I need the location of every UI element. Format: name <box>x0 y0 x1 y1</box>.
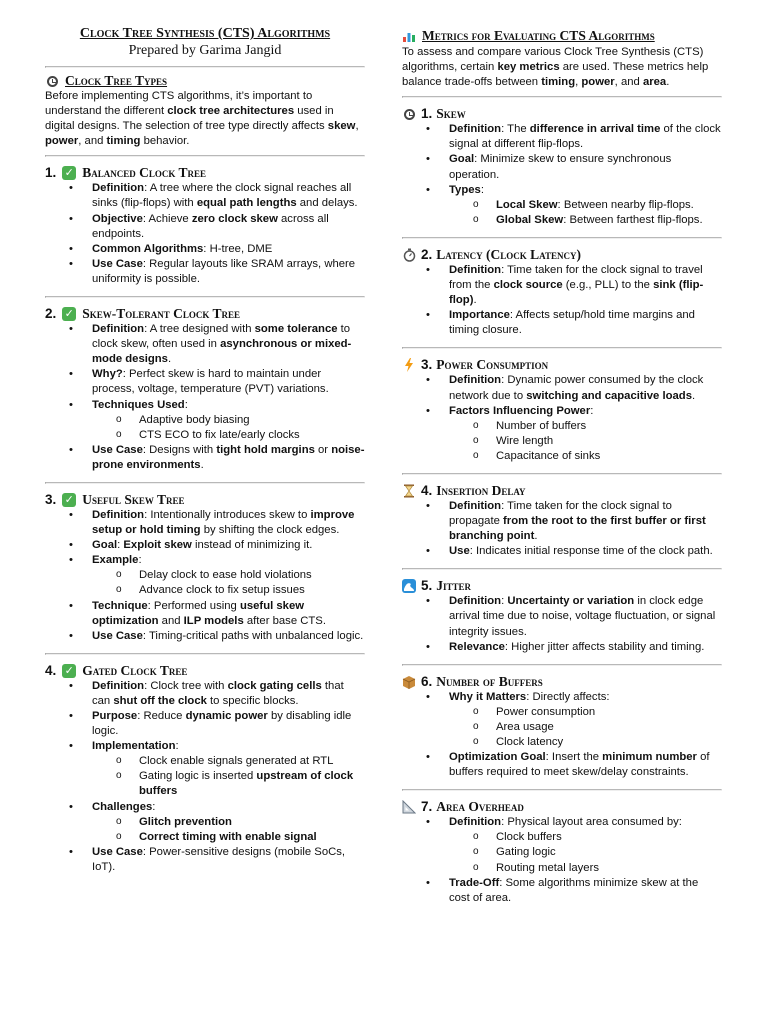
list-item: • Definition: Time taken for the clock signal to propagate from the root to the first buffer or first branching point. <box>402 499 722 544</box>
list-item: • Definition: A tree where the clock signal reaches all sinks (flip-flops) with equal path lengths and delays. <box>45 181 365 211</box>
list-item: • Optimization Goal: Insert the minimum number of buffers required to meet skew/delay constraints. <box>402 750 722 780</box>
section-number: 3. <box>45 491 57 507</box>
stopwatch-icon <box>402 248 416 262</box>
section-title: Insertion Delay <box>436 482 526 498</box>
metric-heading <box>402 483 722 499</box>
list-item: • Goal: Exploit skew instead of minimizing it. <box>45 538 365 553</box>
list-item: • Use Case: Regular layouts like SRAM arrays, where uniformity is possible. <box>45 257 365 287</box>
sub-list-item: o Adaptive body biasing <box>92 413 365 428</box>
sub-list-item: o Gating logic <box>449 845 722 860</box>
list-item: • Definition: Physical layout area consumed by: o Clock buffers o Gating logic o Routing metal layers <box>402 815 722 875</box>
left-column <box>45 25 365 875</box>
sub-list <box>449 198 722 228</box>
section-title: Latency (Clock Latency) <box>436 246 581 262</box>
clock-tree-types-heading: Clock Tree Types <box>45 73 365 89</box>
sub-list-item: o Advance clock to fix setup issues <box>92 583 365 598</box>
intro-paragraph: Before implementing CTS algorithms, it’s important to understand the different clock tree architectures used in digital designs. The selection of tree type directly affects skew, power, and timing behavior. <box>45 90 359 148</box>
wave-icon <box>402 579 416 593</box>
section-number: 1. <box>421 106 433 122</box>
clock-icon <box>402 107 416 121</box>
divider <box>402 96 722 98</box>
section-number: 5. <box>421 578 433 594</box>
list-item: • Why?: Perfect skew is hard to maintain under process, voltage, temperature (PVT) variations. <box>45 367 365 397</box>
divider <box>45 155 365 157</box>
tree-type-heading <box>45 492 365 508</box>
sub-list-item: o Capacitance of sinks <box>449 449 722 464</box>
section-title: Skew <box>436 106 466 122</box>
section-title: Gated Clock Tree <box>82 662 188 678</box>
bullet-list <box>402 594 722 654</box>
section-title: Skew-Tolerant Clock Tree <box>82 306 241 322</box>
author-byline: Prepared by Garima Jangid <box>128 43 282 58</box>
lightning-icon <box>402 358 416 372</box>
metrics-intro-paragraph: To assess and compare various Clock Tree Synthesis (CTS) algorithms, certain key metrics are used. These metrics help balance trade-offs between timing, power, and area. <box>402 46 709 89</box>
triangle-ruler-icon <box>402 800 416 814</box>
sub-list-item: o Number of buffers <box>449 419 722 434</box>
check-icon: ✓ <box>62 664 76 678</box>
sub-list <box>92 413 365 443</box>
divider <box>402 568 722 570</box>
list-item: • Goal: Minimize skew to ensure synchronous operation. <box>402 152 722 182</box>
bullet-list <box>45 181 365 287</box>
list-item: • Definition: Intentionally introduces skew to improve setup or hold timing by shifting the clock edges. <box>45 508 365 538</box>
list-item: • Common Algorithms: H-tree, DME <box>45 242 365 257</box>
list-item: • Factors Influencing Power: o Number of buffers o Wire length o Capacitance of sinks <box>402 404 722 464</box>
section-number: 4. <box>45 662 57 678</box>
sub-list-item: o Global Skew: Between farthest flip-flops. <box>449 213 722 228</box>
divider <box>402 347 722 349</box>
list-item: • Technique: Performed using useful skew optimization and ILP models after base CTS. <box>45 599 365 629</box>
sub-list-item: o Routing metal layers <box>449 861 722 876</box>
list-item: • Objective: Achieve zero clock skew across all endpoints. <box>45 212 365 242</box>
list-item: • Use Case: Designs with tight hold margins or noise-prone environments. <box>45 443 365 473</box>
section-title: Number of Buffers <box>436 673 543 689</box>
metric-heading <box>402 357 722 373</box>
divider <box>402 237 722 239</box>
sub-list <box>92 815 365 845</box>
bullet-list <box>402 122 722 228</box>
section-number: 7. <box>421 799 433 815</box>
clock-icon <box>45 74 59 88</box>
list-item: • Definition: Time taken for the clock signal to travel from the clock source (e.g., PLL) to the sink (flip-flop). <box>402 263 722 308</box>
list-item: • Importance: Affects setup/hold time margins and timing closure. <box>402 308 722 338</box>
sub-list-item: o Delay clock to ease hold violations <box>92 568 365 583</box>
list-item: • Definition: Dynamic power consumed by the clock network due to switching and capacitive loads. <box>402 373 722 403</box>
section-number: 4. <box>421 482 433 498</box>
bullet-list <box>45 322 365 473</box>
section-title: Power Consumption <box>436 357 549 373</box>
sub-list <box>92 754 365 799</box>
sub-list-item: o Clock latency <box>449 735 722 750</box>
metric-heading <box>402 674 722 690</box>
sub-list-item: o Correct timing with enable signal <box>92 830 365 845</box>
metric-heading <box>402 106 722 122</box>
list-item: • Definition: Uncertainty or variation in clock edge arrival time due to noise, voltage fluctuation, or signal integrity issues. <box>402 594 722 639</box>
list-item: • Relevance: Higher jitter affects stability and timing. <box>402 640 722 655</box>
list-item: • Trade-Off: Some algorithms minimize skew at the cost of area. <box>402 876 722 906</box>
list-item: • Types: o Local Skew: Between nearby flip-flops. o Global Skew: Between farthest flip-flops. <box>402 183 722 228</box>
metric-sections <box>402 96 722 906</box>
sub-list <box>449 419 722 464</box>
sub-list-item: o CTS ECO to fix late/early clocks <box>92 428 365 443</box>
list-item: • Purpose: Reduce dynamic power by disabling idle logic. <box>45 709 365 739</box>
tree-type-sections <box>45 155 365 875</box>
divider <box>45 653 365 655</box>
metric-heading <box>402 247 722 263</box>
divider <box>402 473 722 475</box>
check-icon: ✓ <box>62 493 76 507</box>
bullet-list <box>402 373 722 464</box>
tree-type-heading <box>45 165 365 181</box>
sub-list-item: o Clock buffers <box>449 830 722 845</box>
sub-list-item: o Clock enable signals generated at RTL <box>92 754 365 769</box>
sub-list-item: o Power consumption <box>449 705 722 720</box>
section-number: 6. <box>421 673 433 689</box>
tree-type-heading <box>45 306 365 322</box>
section-number: 1. <box>45 165 57 181</box>
section-title: Area Overhead <box>436 799 524 815</box>
list-item: • Techniques Used: o Adaptive body biasing o CTS ECO to fix late/early clocks <box>45 398 365 443</box>
sub-list <box>92 568 365 598</box>
metric-heading <box>402 799 722 815</box>
list-item: • Why it Matters: Directly affects: o Power consumption o Area usage o Clock latency <box>402 690 722 750</box>
list-item: • Definition: The difference in arrival time of the clock signal at different flip-flops. <box>402 122 722 152</box>
bullet-list <box>402 815 722 906</box>
sub-list-item: o Glitch prevention <box>92 815 365 830</box>
section-title: Balanced Clock Tree <box>82 165 207 181</box>
list-item: • Definition: A tree designed with some tolerance to clock skew, often used in asynchronous or mixed-mode designs. <box>45 322 365 367</box>
sub-list-item: o Area usage <box>449 720 722 735</box>
list-item: • Example: o Delay clock to ease hold violations o Advance clock to fix setup issues <box>45 553 365 598</box>
bar-chart-icon <box>402 29 416 43</box>
list-item: • Use Case: Power-sensitive designs (mobile SoCs, IoT). <box>45 845 365 875</box>
package-icon <box>402 675 416 689</box>
bullet-list <box>402 499 722 559</box>
section-title: Jitter <box>436 578 472 594</box>
right-column <box>402 25 722 906</box>
list-item: • Use Case: Timing-critical paths with unbalanced logic. <box>45 629 365 644</box>
list-item: • Definition: Clock tree with clock gating cells that can shut off the clock to specific blocks. <box>45 679 365 709</box>
section-number: 3. <box>421 357 433 373</box>
bullet-list <box>402 690 722 781</box>
check-icon: ✓ <box>62 307 76 321</box>
sub-list-item: o Gating logic is inserted upstream of clock buffers <box>92 769 365 799</box>
divider <box>402 789 722 791</box>
list-item: • Implementation: o Clock enable signals generated at RTL o Gating logic is inserted upstream of clock buffers <box>45 739 365 799</box>
divider <box>402 664 722 666</box>
tree-type-heading <box>45 663 365 679</box>
metrics-heading: Metrics for Evaluating CTS Algorithms <box>402 28 722 44</box>
sub-list-item: o Wire length <box>449 434 722 449</box>
bullet-list <box>402 263 722 338</box>
divider <box>45 296 365 298</box>
sub-list-item: o Local Skew: Between nearby flip-flops. <box>449 198 722 213</box>
section-number: 2. <box>45 306 57 322</box>
bullet-list <box>45 679 365 875</box>
section-title: Useful Skew Tree <box>82 491 185 507</box>
document-title: Clock Tree Synthesis (CTS) Algorithms <box>79 26 331 41</box>
section-number: 2. <box>421 246 433 262</box>
divider <box>45 482 365 484</box>
list-item: • Challenges: o Glitch prevention o Correct timing with enable signal <box>45 800 365 845</box>
check-icon: ✓ <box>62 166 76 180</box>
list-item: • Use: Indicates initial response time of the clock path. <box>402 544 722 559</box>
metric-heading <box>402 578 722 594</box>
bullet-list <box>45 508 365 644</box>
sub-list <box>449 830 722 875</box>
hourglass-icon <box>402 484 416 498</box>
sub-list <box>449 705 722 750</box>
divider <box>45 66 365 68</box>
